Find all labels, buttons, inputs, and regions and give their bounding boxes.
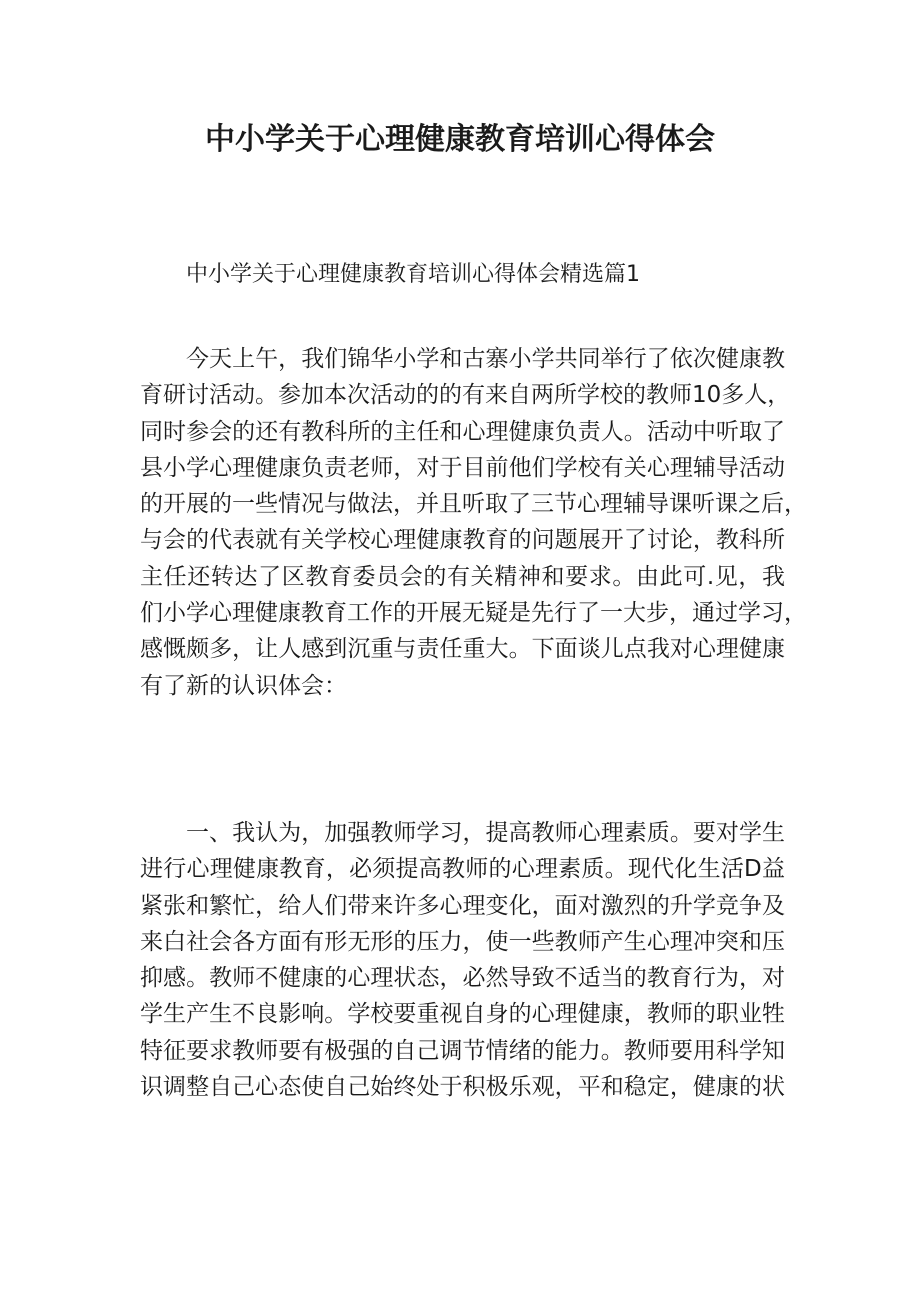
paragraph-line: 紧张和繁忙，给人们带来许多心理变化，面对激烈的升学竞争及 xyxy=(140,892,785,919)
paragraph-line: 来白社会各方面有形无形的压力，使一些教师产生心理冲突和压 xyxy=(140,928,785,955)
paragraph-line: 学生产生不良影响。学校要重视自身的心理健康，教师的职业牲 xyxy=(140,1001,785,1028)
paragraph-line: 的开展的一些情况与做法，并且听取了三节心理辅导课听课之后， xyxy=(140,491,807,518)
document-title: 中小学关于心理健康教育培训心得体会 xyxy=(205,122,715,157)
paragraph-line: 一、我认为，加强教师学习，提高教师心理素质。要对学生 xyxy=(186,820,785,846)
paragraph xyxy=(140,815,785,1105)
paragraph-line: 们小学心理健康教育工作的开展无疑是先行了一大步，通过学习， xyxy=(140,600,807,627)
paragraph-line: 感慨颇多，让人感到沉重与责任重大。下面谈儿点我对心理健康 xyxy=(140,636,785,663)
paragraph-line: 育研讨活动。参加本次活动的的有来自两所学校的教师10多人， xyxy=(140,382,791,409)
paragraph-line: 有了新的认识体会： xyxy=(140,672,347,699)
section-subtitle: 中小学关于心理健康教育培训心得体会精选篇1 xyxy=(186,262,640,287)
paragraph-line: 同时参会的还有教科所的主任和心理健康负责人。活动中听取了 xyxy=(140,418,785,445)
paragraph-line: 主任还转达了区教育委员会的有关精神和要求。由此可.见，我 xyxy=(140,563,785,590)
paragraph-line: 进行心理健康教育，必须提高教师的心理素质。现代化生活D益 xyxy=(140,856,785,883)
paragraph-line: 识调整自己心态使自己始终处于积极乐观，平和稳定，健康的状 xyxy=(140,1074,785,1101)
paragraph-line: 县小学心理健康负责老师，对于目前他们学校有关心理辅导活动 xyxy=(140,454,785,481)
paragraph-line: 今天上午，我们锦华小学和古寨小学共同举行了依次健康教 xyxy=(186,346,785,372)
paragraph-line: 与会的代表就有关学校心理健康教育的问题展开了讨论，教科所 xyxy=(140,527,785,554)
paragraph-line: 抑感。教师不健康的心理状态，必然导致不适当的教育行为，对 xyxy=(140,965,785,992)
paragraph-line: 特征要求教师要有极强的自己调节情绪的能力。教师要用科学知 xyxy=(140,1037,785,1064)
paragraph xyxy=(140,341,807,704)
